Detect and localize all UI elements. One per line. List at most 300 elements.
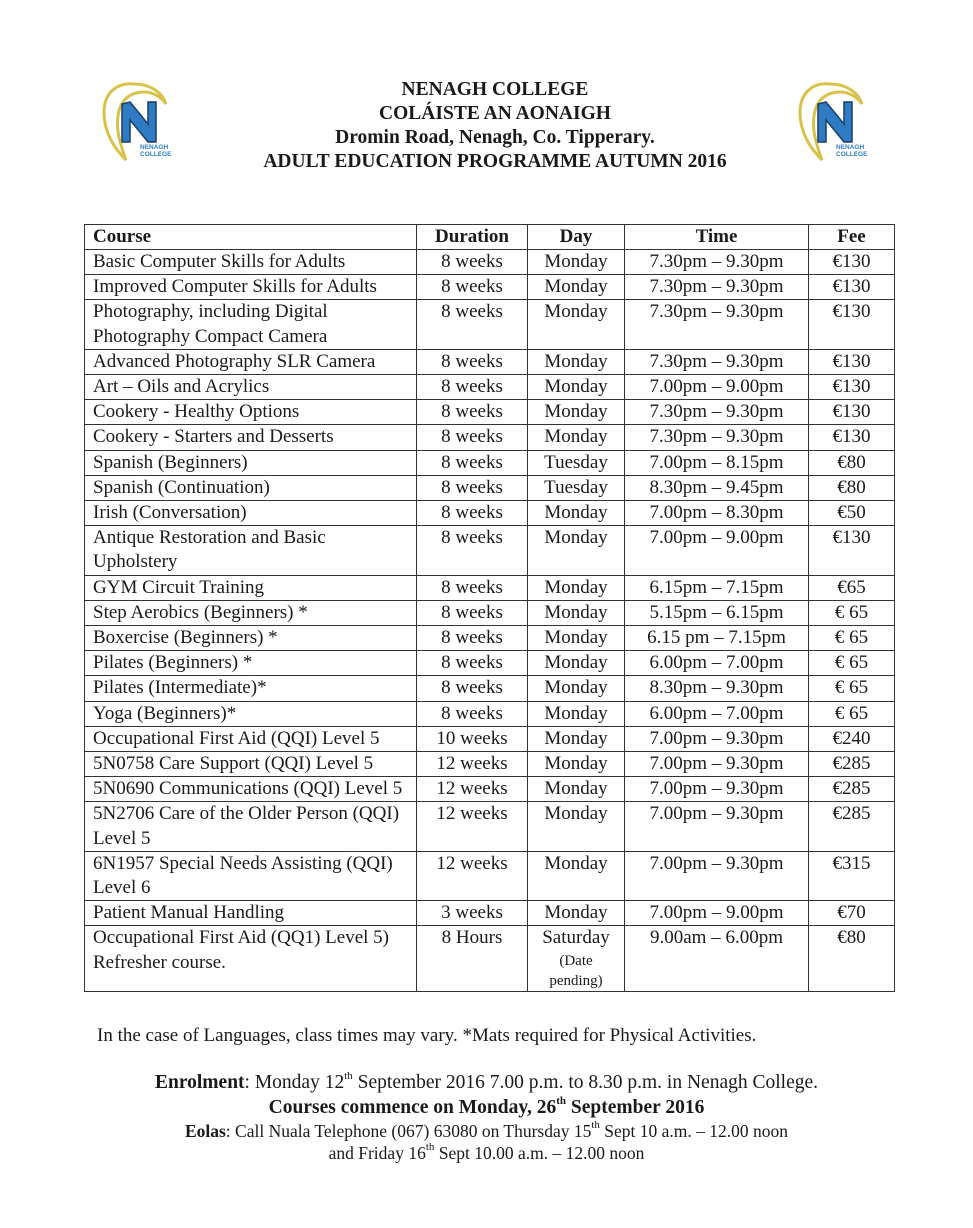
cell-course-text: Occupational First Aid (QQ1) Level 5) Refresher course. xyxy=(93,927,390,973)
cell-course-text: 5N0758 Care Support (QQI) Level 5 xyxy=(93,753,374,775)
cell-course xyxy=(85,626,417,651)
table-row xyxy=(85,375,895,400)
cell-time xyxy=(625,275,809,300)
cell-time xyxy=(625,926,809,991)
cell-duration xyxy=(417,651,528,676)
table-row xyxy=(85,726,895,751)
table-row xyxy=(85,275,895,300)
table-row xyxy=(85,676,895,701)
table-row xyxy=(85,600,895,625)
cell-day-text: Monday xyxy=(544,803,608,825)
cell-course xyxy=(85,349,417,374)
courses-table-body xyxy=(85,250,895,992)
cell-fee-text: €130 xyxy=(832,301,871,323)
cell-course-text: Pilates (Intermediate)* xyxy=(93,677,267,699)
cell-fee xyxy=(809,626,895,651)
cell-fee-text: €315 xyxy=(832,852,871,874)
cell-fee-text: €80 xyxy=(837,476,866,498)
cell-day-text: Monday xyxy=(544,527,608,549)
eolas2-text-a: and Friday 16 xyxy=(328,1143,426,1163)
cell-day xyxy=(528,250,625,275)
cell-time-text: 7.30pm – 9.30pm xyxy=(649,426,784,448)
cell-fee xyxy=(809,300,895,349)
cell-course xyxy=(85,651,417,676)
cell-time-text: 7.30pm – 9.30pm xyxy=(649,350,784,372)
table-row xyxy=(85,777,895,802)
cell-course xyxy=(85,752,417,777)
cell-time-text: 9.00am – 6.00pm xyxy=(650,927,783,949)
cell-course xyxy=(85,250,417,275)
cell-duration-text: 12 weeks xyxy=(436,803,508,825)
cell-fee-text: €130 xyxy=(832,401,871,423)
cell-course-text: Occupational First Aid (QQI) Level 5 xyxy=(93,727,380,749)
cell-time xyxy=(625,901,809,926)
document-header xyxy=(200,78,790,174)
cell-day-text: Monday xyxy=(544,426,608,448)
cell-fee xyxy=(809,901,895,926)
cell-duration xyxy=(417,676,528,701)
table-row xyxy=(85,501,895,526)
cell-time-text: 7.00pm – 9.00pm xyxy=(649,902,784,924)
cell-time xyxy=(625,701,809,726)
cell-duration xyxy=(417,349,528,374)
cell-course-text: Pilates (Beginners) * xyxy=(93,652,253,674)
cell-time xyxy=(625,777,809,802)
cell-course xyxy=(85,600,417,625)
cell-fee xyxy=(809,349,895,374)
cell-duration-text: 8 weeks xyxy=(441,627,503,649)
cell-duration-text: 8 Hours xyxy=(441,927,503,949)
cell-time xyxy=(625,802,809,851)
cell-course-text: 6N1957 Special Needs Assisting (QQI) Level 6 xyxy=(93,852,393,899)
cell-duration xyxy=(417,575,528,600)
cell-time-text: 7.30pm – 9.30pm xyxy=(649,401,784,423)
cell-duration-text: 8 weeks xyxy=(441,251,503,272)
cell-day xyxy=(528,926,625,991)
cell-day-text: Monday xyxy=(544,601,608,623)
cell-course-text: Cookery - Starters and Desserts xyxy=(93,426,334,448)
cell-time xyxy=(625,526,809,575)
eolas2-text-b: Sept 10.00 a.m. – 12.00 noon xyxy=(434,1143,645,1163)
cell-course-text: Art – Oils and Acrylics xyxy=(93,376,270,398)
cell-course xyxy=(85,425,417,450)
cell-duration-text: 8 weeks xyxy=(441,677,503,699)
table-row xyxy=(85,300,895,349)
cell-day-text: Monday xyxy=(544,301,608,323)
cell-day xyxy=(528,275,625,300)
cell-fee-text: €130 xyxy=(832,376,871,398)
header-duration: Duration xyxy=(417,225,528,250)
cell-fee xyxy=(809,651,895,676)
cell-day xyxy=(528,802,625,851)
cell-day xyxy=(528,626,625,651)
cell-time-text: 8.30pm – 9.30pm xyxy=(649,677,784,699)
cell-time-text: 6.00pm – 7.00pm xyxy=(649,652,784,674)
cell-time-text: 7.30pm – 9.30pm xyxy=(649,276,784,298)
cell-fee-text: € 65 xyxy=(834,601,869,623)
cell-fee-text: € 65 xyxy=(834,627,869,649)
cell-duration-text: 8 weeks xyxy=(441,401,503,423)
cell-day-text: Monday xyxy=(544,852,608,874)
cell-duration-text: 10 weeks xyxy=(436,727,508,749)
cell-time-text: 7.00pm – 8.30pm xyxy=(649,502,784,524)
cell-time-text: 7.00pm – 8.15pm xyxy=(649,451,784,473)
cell-duration xyxy=(417,300,528,349)
cell-time xyxy=(625,450,809,475)
cell-course-text: Antique Restoration and Basic Upholstery xyxy=(93,527,326,573)
cell-day xyxy=(528,526,625,575)
cell-time xyxy=(625,575,809,600)
college-address: Dromin Road, Nenagh, Co. Tipperary. xyxy=(335,127,655,148)
enrolment-label: Enrolment xyxy=(154,1072,245,1093)
eolas-text-a: : Call Nuala Telephone (067) 63080 on Thursday 15 xyxy=(225,1121,592,1141)
cell-duration xyxy=(417,926,528,991)
logo-text-line1: NENAGH xyxy=(140,144,169,151)
cell-day-text: Monday xyxy=(544,251,608,272)
cell-duration xyxy=(417,726,528,751)
cell-fee-text: €240 xyxy=(832,727,871,749)
cell-day xyxy=(528,777,625,802)
cell-course-text: Boxercise (Beginners) * xyxy=(93,627,278,649)
header-time: Time xyxy=(625,225,809,250)
cell-fee xyxy=(809,275,895,300)
cell-day-text: Monday xyxy=(544,652,608,674)
cell-course-text: GYM Circuit Training xyxy=(93,576,265,598)
cell-time xyxy=(625,626,809,651)
cell-duration xyxy=(417,701,528,726)
cell-fee-text: €130 xyxy=(832,426,871,448)
cell-course xyxy=(85,851,417,900)
cell-course-text: Patient Manual Handling xyxy=(93,902,285,924)
cell-duration-text: 8 weeks xyxy=(441,702,503,724)
cell-fee-text: €130 xyxy=(832,350,871,372)
cell-course xyxy=(85,275,417,300)
eolas-line xyxy=(0,1121,973,1142)
cell-course-text: 5N0690 Communications (QQI) Level 5 xyxy=(93,778,403,800)
table-row xyxy=(85,450,895,475)
cell-time-text: 7.00pm – 9.00pm xyxy=(649,527,784,549)
cell-course xyxy=(85,676,417,701)
commence-text-a: Courses commence on Monday, 26 xyxy=(268,1097,557,1118)
cell-duration-text: 12 weeks xyxy=(436,852,508,874)
cell-duration-text: 8 weeks xyxy=(441,276,503,298)
cell-day xyxy=(528,349,625,374)
cell-duration xyxy=(417,901,528,926)
enrolment-sup: th xyxy=(344,1070,353,1082)
cell-time xyxy=(625,349,809,374)
table-row xyxy=(85,926,895,991)
cell-duration xyxy=(417,475,528,500)
cell-course-text: Photography, including Digital Photography Compact Camera xyxy=(93,301,328,347)
cell-day-text: Monday xyxy=(544,778,608,800)
cell-duration xyxy=(417,752,528,777)
cell-day-text: Tuesday xyxy=(544,476,608,498)
cell-duration xyxy=(417,375,528,400)
header-day: Day xyxy=(528,225,625,250)
cell-course xyxy=(85,701,417,726)
cell-duration xyxy=(417,802,528,851)
cell-fee-text: €70 xyxy=(837,902,866,924)
cell-time-text: 6.15 pm – 7.15pm xyxy=(647,627,786,649)
table-row xyxy=(85,752,895,777)
college-name: NENAGH COLLEGE xyxy=(401,79,589,100)
cell-duration-text: 8 weeks xyxy=(441,376,503,398)
header-fee: Fee xyxy=(809,225,895,250)
cell-time xyxy=(625,300,809,349)
cell-fee-text: €285 xyxy=(832,753,871,775)
cell-duration xyxy=(417,626,528,651)
cell-duration-text: 8 weeks xyxy=(441,451,503,473)
cell-time-text: 7.00pm – 9.30pm xyxy=(649,852,784,874)
cell-time-text: 7.00pm – 9.30pm xyxy=(649,778,784,800)
cell-fee xyxy=(809,400,895,425)
cell-duration-text: 8 weeks xyxy=(441,426,503,448)
cell-time xyxy=(625,400,809,425)
cell-day xyxy=(528,851,625,900)
cell-course-text: Basic Computer Skills for Adults xyxy=(93,251,346,272)
cell-day xyxy=(528,300,625,349)
cell-duration xyxy=(417,777,528,802)
cell-time-text: 5.15pm – 6.15pm xyxy=(649,601,784,623)
table-row xyxy=(85,400,895,425)
eolas-sup: th xyxy=(591,1119,600,1131)
programme-title: ADULT EDUCATION PROGRAMME AUTUMN 2016 xyxy=(263,151,727,172)
cell-duration-text: 8 weeks xyxy=(441,652,503,674)
cell-day xyxy=(528,726,625,751)
enrolment-text-b: September 2016 7.00 p.m. to 8.30 p.m. in Nenagh College. xyxy=(352,1072,819,1093)
cell-fee xyxy=(809,425,895,450)
cell-day-text: Monday xyxy=(544,902,608,924)
nenagh-college-logo-right xyxy=(792,78,874,164)
cell-day xyxy=(528,375,625,400)
cell-course xyxy=(85,901,417,926)
cell-day xyxy=(528,901,625,926)
logo-text-line1: NENAGH xyxy=(836,144,865,151)
cell-fee xyxy=(809,600,895,625)
cell-day-text: Monday xyxy=(544,376,608,398)
cell-course xyxy=(85,450,417,475)
cell-time xyxy=(625,600,809,625)
cell-day xyxy=(528,701,625,726)
cell-time xyxy=(625,250,809,275)
cell-fee xyxy=(809,475,895,500)
cell-duration xyxy=(417,526,528,575)
cell-course-text: Spanish (Beginners) xyxy=(93,451,248,473)
cell-duration xyxy=(417,400,528,425)
cell-fee xyxy=(809,777,895,802)
cell-day-text: Monday xyxy=(544,350,608,372)
cell-course xyxy=(85,777,417,802)
cell-day xyxy=(528,676,625,701)
college-name-irish: COLÁISTE AN AONAIGH xyxy=(379,103,611,124)
cell-day-text: Monday xyxy=(544,502,608,524)
cell-fee-text: €80 xyxy=(837,927,866,949)
table-row xyxy=(85,475,895,500)
commence-text-b: September 2016 xyxy=(566,1097,705,1118)
cell-fee xyxy=(809,450,895,475)
cell-time-text: 7.00pm – 9.30pm xyxy=(649,803,784,825)
table-row xyxy=(85,425,895,450)
cell-day xyxy=(528,501,625,526)
cell-fee xyxy=(809,802,895,851)
cell-course xyxy=(85,375,417,400)
cell-day-text: Monday xyxy=(544,677,608,699)
enrolment-line xyxy=(0,1072,973,1094)
cell-day xyxy=(528,400,625,425)
cell-day xyxy=(528,575,625,600)
cell-duration-text: 8 weeks xyxy=(441,527,503,549)
cell-fee-text: €285 xyxy=(832,803,871,825)
commence-sup: th xyxy=(556,1095,567,1107)
cell-duration xyxy=(417,600,528,625)
cell-day-text: Monday xyxy=(544,401,608,423)
cell-course-text: 5N2706 Care of the Older Person (QQI) Level 5 xyxy=(93,803,400,849)
cell-duration-text: 12 weeks xyxy=(436,753,508,775)
cell-fee xyxy=(809,250,895,275)
cell-fee-text: € 65 xyxy=(834,702,869,724)
logo-text-line2: COLLEGE xyxy=(140,151,172,158)
cell-day-text: Monday xyxy=(544,753,608,775)
cell-day xyxy=(528,425,625,450)
table-row xyxy=(85,626,895,651)
cell-course xyxy=(85,802,417,851)
cell-course xyxy=(85,300,417,349)
cell-course xyxy=(85,475,417,500)
cell-duration-text: 3 weeks xyxy=(441,902,503,924)
table-row xyxy=(85,851,895,900)
header-course: Course xyxy=(85,225,417,250)
cell-time-text: 8.30pm – 9.45pm xyxy=(649,476,784,498)
cell-duration xyxy=(417,450,528,475)
cell-fee xyxy=(809,501,895,526)
eolas2-sup: th xyxy=(425,1141,435,1153)
table-row xyxy=(85,701,895,726)
cell-course xyxy=(85,526,417,575)
eolas-text-b: Sept 10 a.m. – 12.00 noon xyxy=(599,1121,789,1141)
cell-day xyxy=(528,651,625,676)
cell-course-text: Cookery - Healthy Options xyxy=(93,401,300,423)
cell-duration-text: 8 weeks xyxy=(441,301,503,323)
cell-time-text: 7.30pm – 9.30pm xyxy=(649,301,784,323)
cell-fee xyxy=(809,752,895,777)
cell-time xyxy=(625,501,809,526)
cell-time xyxy=(625,425,809,450)
cell-duration xyxy=(417,275,528,300)
cell-day-note: (Date pending) xyxy=(549,952,603,989)
cell-course xyxy=(85,926,417,991)
cell-day-text: Saturday xyxy=(542,927,610,949)
eolas-line-2 xyxy=(0,1143,973,1164)
cell-day-text: Monday xyxy=(544,702,608,724)
cell-fee xyxy=(809,676,895,701)
cell-day-text: Tuesday xyxy=(544,451,608,473)
cell-duration-text: 8 weeks xyxy=(441,476,503,498)
cell-duration-text: 8 weeks xyxy=(441,502,503,524)
cell-time xyxy=(625,375,809,400)
cell-duration-text: 8 weeks xyxy=(441,350,503,372)
cell-duration xyxy=(417,851,528,900)
cell-time xyxy=(625,651,809,676)
cell-day-text: Monday xyxy=(544,276,608,298)
cell-time-text: 7.00pm – 9.00pm xyxy=(649,376,784,398)
cell-fee xyxy=(809,575,895,600)
table-row xyxy=(85,802,895,851)
eolas-label: Eolas xyxy=(184,1121,226,1141)
table-row xyxy=(85,651,895,676)
cell-day-text: Monday xyxy=(544,727,608,749)
nenagh-college-logo-left xyxy=(96,78,178,164)
cell-course-text: Irish (Conversation) xyxy=(93,502,247,524)
cell-duration xyxy=(417,425,528,450)
cell-time-text: 7.30pm – 9.30pm xyxy=(649,251,784,272)
cell-course-text: Spanish (Continuation) xyxy=(93,476,270,498)
cell-course-text: Improved Computer Skills for Adults xyxy=(93,276,377,298)
table-row xyxy=(85,575,895,600)
cell-time xyxy=(625,475,809,500)
table-row xyxy=(85,250,895,275)
enrolment-text-a: : Monday 12 xyxy=(244,1072,345,1093)
cell-fee-text: €50 xyxy=(837,502,866,524)
cell-day xyxy=(528,475,625,500)
cell-course xyxy=(85,400,417,425)
cell-day xyxy=(528,600,625,625)
cell-fee-text: €130 xyxy=(832,251,871,272)
cell-time xyxy=(625,851,809,900)
cell-fee xyxy=(809,851,895,900)
cell-fee xyxy=(809,701,895,726)
cell-time xyxy=(625,726,809,751)
cell-fee-text: € 65 xyxy=(834,677,869,699)
cell-course-text: Step Aerobics (Beginners) * xyxy=(93,601,308,623)
cell-time-text: 7.00pm – 9.30pm xyxy=(649,753,784,775)
cell-course xyxy=(85,501,417,526)
cell-fee-text: €285 xyxy=(832,778,871,800)
cell-course xyxy=(85,575,417,600)
cell-fee xyxy=(809,375,895,400)
cell-fee-text: €80 xyxy=(837,451,866,473)
cell-duration-text: 8 weeks xyxy=(441,576,503,598)
footer-note: In the case of Languages, class times may vary. *Mats required for Physical Activities. xyxy=(97,1025,757,1046)
cell-fee-text: €130 xyxy=(832,527,871,549)
table-row xyxy=(85,901,895,926)
cell-fee-text: €130 xyxy=(832,276,871,298)
cell-course-text: Yoga (Beginners)* xyxy=(93,702,237,724)
commence-line xyxy=(0,1097,973,1119)
cell-duration xyxy=(417,501,528,526)
cell-day xyxy=(528,752,625,777)
cell-fee xyxy=(809,726,895,751)
cell-time-text: 7.00pm – 9.30pm xyxy=(649,727,784,749)
cell-fee-text: €65 xyxy=(837,576,866,598)
cell-duration-text: 8 weeks xyxy=(441,601,503,623)
cell-duration-text: 12 weeks xyxy=(436,778,508,800)
cell-course xyxy=(85,726,417,751)
cell-day-text: Monday xyxy=(544,627,608,649)
cell-fee-text: € 65 xyxy=(834,652,869,674)
cell-time-text: 6.00pm – 7.00pm xyxy=(649,702,784,724)
cell-course-text: Advanced Photography SLR Camera xyxy=(93,350,376,372)
cell-day xyxy=(528,450,625,475)
table-header-row xyxy=(85,225,895,250)
table-row xyxy=(85,349,895,374)
cell-time xyxy=(625,676,809,701)
courses-table xyxy=(84,224,895,992)
cell-fee xyxy=(809,926,895,991)
cell-time xyxy=(625,752,809,777)
cell-day-text: Monday xyxy=(544,576,608,598)
cell-fee xyxy=(809,526,895,575)
cell-time-text: 6.15pm – 7.15pm xyxy=(649,576,784,598)
